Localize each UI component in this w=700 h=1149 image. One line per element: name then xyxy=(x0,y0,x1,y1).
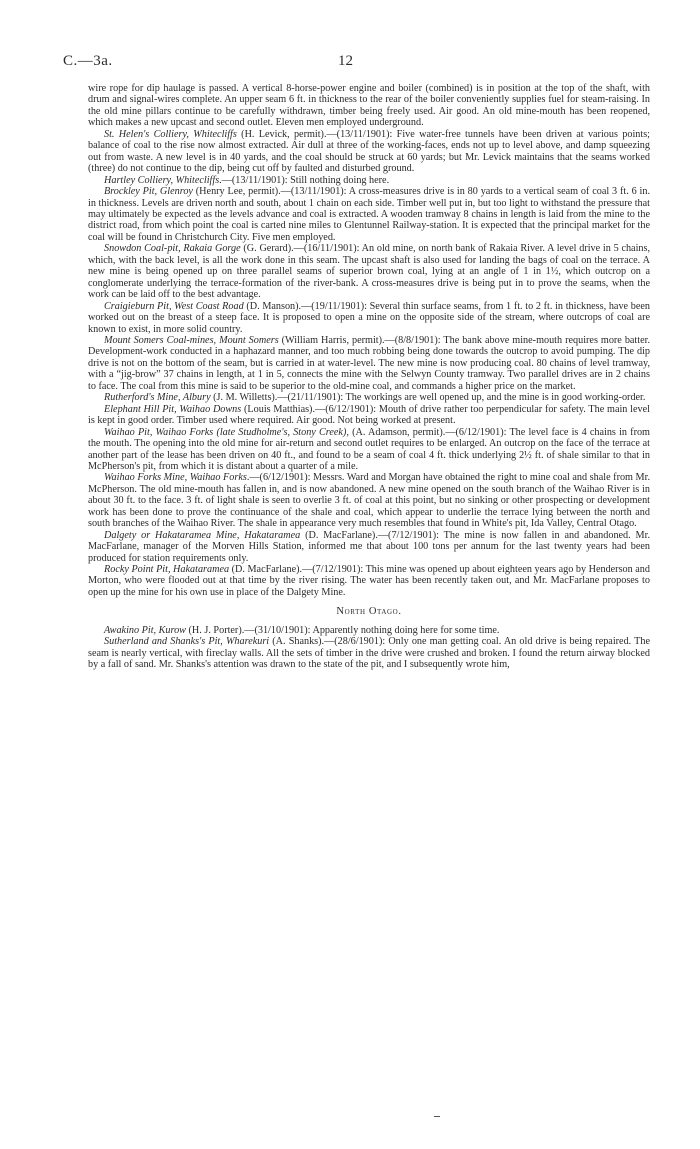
paragraph xyxy=(88,83,650,129)
paragraph xyxy=(88,175,650,186)
paragraph-text: (A. Shanks).—(28/6/1901): Only one man getting coal. An old drive is being repaired. The seam is nearly vertical, with fireclay walls. All the sets of timber in the drive were crushed and broken. I found the return airway blocked by a fall of sand. Mr. Shanks's attention was drawn to the state of the pit, and I subsequently wrote him, xyxy=(88,636,650,671)
paragraph xyxy=(88,472,650,529)
page-number: 12 xyxy=(338,53,353,69)
paragraph xyxy=(88,564,650,598)
document-reference: C.—3a. xyxy=(63,53,113,69)
paragraph xyxy=(88,427,650,473)
mine-name: Snowdon Coal-pit, Rakaia Gorge xyxy=(104,243,241,255)
paragraph-text: (J. M. Willetts).—(21/11/1901): The workings are well opened up, and the mine is in good working-order. xyxy=(210,392,646,404)
paragraph-text: (D. MacFarlane).—(7/12/1901): This mine was opened up about eighteen years ago by Henderson and Morton, who were flooded out at that time by the river rising. The water has been recently taken out, and Mr. MacFarlane proposes to open up the mine for his own use in place of the Dalgety Mine. xyxy=(88,564,650,598)
mine-name: Craigieburn Pit, West Coast Road xyxy=(104,300,244,312)
paragraph xyxy=(88,186,650,243)
paragraph-text: (D. MacFarlane).—(7/12/1901): The mine is now fallen in and abandoned. Mr. MacFarlane, manager of the Morven Hills Station, informed me that about 100 tons per annum for the last twenty years had been produced for station requirements only. xyxy=(88,529,650,564)
mine-name: Waihao Forks Mine, Waihao Forks xyxy=(104,472,247,484)
mine-name: Sutherland and Shanks's Pit, Wharekuri xyxy=(104,636,270,648)
paragraph-text: (A. Adamson, permit).—(6/12/1901): The level face is 4 chains in from the mouth. The opening into the old mine for air-return and second outlet requires to be enlarged. An outcrop on the face of the terrace at another part of the lease has been driven on 40 ft., and found to be a seam of coal 4 ft. thick underlying 2½ ft. of shale similar to that in McPherson's pit, from which it is distant about a quarter of a mile. xyxy=(88,426,650,472)
mine-name: Rocky Point Pit, Hakataramea xyxy=(104,564,230,576)
paragraph xyxy=(88,335,650,392)
paragraph xyxy=(88,243,650,300)
paragraph xyxy=(88,301,650,335)
paragraph-text: (H. Levick, permit).—(13/11/1901): Five water-free tunnels have been driven at various points; balance of coal to the rise now almost extracted. Air dull at three of the working-faces, ends not up to level above, and damp squeezing out from waste. A new level is in 40 yards, and the coal should be struck at 60 yards; but Mr. Levick maintains that the seams worked (three) do not continue to the dip, being cut off by faulted and disturbed ground. xyxy=(88,128,650,175)
paragraph-text: wire rope for dip haulage is passed. A vertical 8-horse-power engine and boiler (combined) is in position at the top of the shaft, with drum and signal-wires complete. An upper seam 6 ft. in thickness to the rear of the boiler conveniently supplies fuel for steam-raising. In the old mine pillars continue to be carefully withdrawn, timber being freely used. Air good. An old mine-mouth has been reopened, which makes a new upcast and second outlet. Eleven men employed underground. xyxy=(88,83,650,129)
paragraph-text: (H. J. Porter).—(31/10/1901): Apparently nothing doing here for some time. xyxy=(185,624,500,636)
mine-name: Mount Somers Coal-mines, Mount Somers xyxy=(104,334,279,346)
mine-name: St. Helen's Colliery, Whitecliffs xyxy=(104,128,237,140)
paragraph-text: (Louis Matthias).—(6/12/1901): Mouth of drive rather too perpendicular for safety. The main level is kept in good order. Timber used where required. Air good. Not being worked at present. xyxy=(88,403,650,427)
paragraph-text: (G. Gerard).—(16/11/1901): An old mine, on north bank of Rakaia River. A level drive in 5 chains, which, with the back level, is all the work done in this seam. The upcast shaft is also used for landing the bags of coal on the terrace. A new mine is being opened up on three parallel seams of superior brown coal, lying at an angle of 1 in 1½, which outcrop on a conglomerate underlying the terrace-formation of the river-bank. A cross-measures drive is being put in to prove the seams, when the work can be laid off to the best advantage. xyxy=(88,243,651,301)
paragraph-text: .—(13/11/1901): Still nothing doing here. xyxy=(219,174,390,186)
paragraph xyxy=(88,404,650,427)
paragraph xyxy=(88,129,650,175)
paragraph-text: (William Harris, permit).—(8/8/1901): The bank above mine-mouth requires more batter. Development-work conducted in a haphazard manner, and too much robbing being done towards the outcrop to avoid pumping. The dip drive is not on the bottom of the seam, but is carried in at water-level. The new mine is now producing coal. 80 chains of level tramway, with a “jig-brow” 37 chains in length, at 1 in 5, connects the mine with the Selwyn County tramway. Two parallel drives are in 2 chains to face. The coal from this mine is said to be superior to the old-mine coal, and commands a higher price on the market. xyxy=(88,334,650,392)
mine-name: Rutherford's Mine, Albury xyxy=(104,392,211,404)
footer-dash xyxy=(434,1116,440,1117)
mine-name: Hartley Colliery, Whitecliffs xyxy=(104,174,220,186)
mine-name: Brockley Pit, Glenroy xyxy=(104,186,193,198)
paragraph xyxy=(88,636,650,670)
paragraph xyxy=(88,530,650,564)
mine-name: Dalgety or Hakataramea Mine, Hakataramea xyxy=(104,529,301,541)
mine-name: Elephant Hill Pit, Waihao Downs xyxy=(104,403,242,415)
paragraph xyxy=(88,625,650,636)
document-body xyxy=(88,83,650,671)
paragraph-text: .—(6/12/1901): Messrs. Ward and Morgan have obtained the right to mine coal and shale from Mr. McPherson. The old mine-mouth has fallen in, and is now abandoned. A new mine opened on the south branch of the Waihao River is in about 30 ft. to the face. 3 ft. of light shale is seen to overlie 3 ft. of coal at this point, but no sinking or other prospecting or development work has been done to prove the continuance of the shale and coal, which appear to underlie the terrace lying between the north and south branches of the Waihao River. The shale in appearance very much resembles that found in White's pit, Ida Valley, Central Otago. xyxy=(88,472,650,530)
section-heading: North Otago. xyxy=(336,606,402,618)
mine-name: Waihao Pit, Waihao Forks (late Studholme's, Stony Creek), xyxy=(104,426,349,438)
paragraph-text: (Henry Lee, permit).—(13/11/1901): A cross-measures drive is in 80 yards to a vertical seam of coal 3 ft. 6 in. in thickness. Levels are driven north and south, about 1 chain on each side. Timber well put in, but too light to withstand the pressure that may ultimately be expected as the levels advance and coal is extracted. A wooden tramway 8 chains in length is laid from the mine to the district road, from which point the coal is carted nine miles to Glentunnel Railway-station. It is expected that the principal market for the coal will be found in Christchurch City. Five men employed. xyxy=(88,186,650,243)
paragraph xyxy=(88,392,650,403)
mine-name: Awakino Pit, Kurow xyxy=(104,624,186,636)
paragraph-text: (D. Manson).—(19/11/1901): Several thin surface seams, from 1 ft. to 2 ft. in thickness, have been worked out on the breast of a steep face. It is proposed to open a mine on the opposite side of the stream, where outcrops of coal are known to exist, in more solid country. xyxy=(88,300,650,335)
